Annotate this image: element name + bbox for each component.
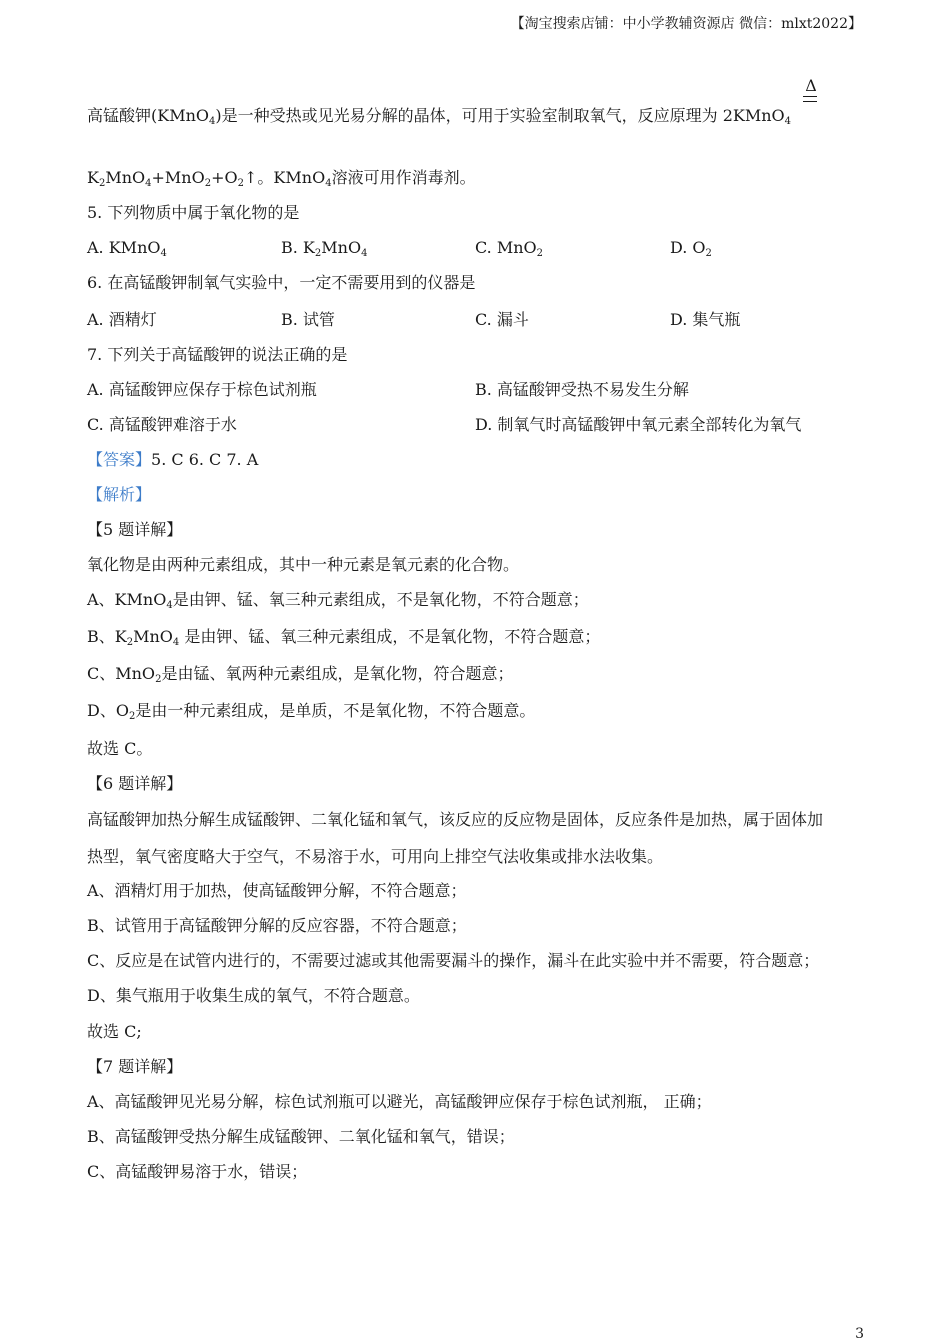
d7-title: 【7 题详解】 (87, 1057, 183, 1076)
d5-line: C、MnO$_2$是由锰、氧两种元素组成，是氧化物，符合题意； (87, 664, 514, 685)
answer-text: 5. C 6. C 7. A (151, 450, 259, 469)
d5-title: 【5 题详解】 (87, 520, 183, 539)
q5-option-c: C. MnO$_2$ (475, 238, 544, 259)
answer-line (87, 450, 258, 470)
d6-title: 【6 题详解】 (87, 774, 183, 793)
q5-stem: 5. 下列物质中属于氧化物的是 (87, 203, 300, 222)
q6-option-c: C. 漏斗 (475, 310, 529, 329)
analysis-label: 【解析】 (87, 485, 152, 504)
page-header: 【淘宝搜索店铺：中小学教辅资源店 微信：mlxt2022】 (510, 16, 862, 32)
q7-option-b: B. 高锰酸钾受热不易发生分解 (475, 380, 689, 399)
d6-line: D、集气瓶用于收集生成的氧气，不符合题意。 (87, 986, 420, 1005)
q6-option-b: B. 试管 (281, 310, 335, 329)
q7-option-d: D. 制氧气时高锰酸钾中氧元素全部转化为氧气 (475, 415, 802, 434)
q6-option-a: A. 酒精灯 (87, 310, 157, 329)
q6-stem: 6. 在高锰酸钾制氧气实验中，一定不需要用到的仪器是 (87, 273, 476, 292)
q5-option-d: D. $O_2$ (670, 238, 712, 259)
d6-line: 高锰酸钾加热分解生成锰酸钾、二氧化锰和氧气，该反应的反应物是固体，反应条件是加热，属于固体加 (87, 810, 824, 829)
intro-line-1: 高锰酸钾(KMnO$_4$)是一种受热或见光易分解的晶体，可用于实验室制取氧气，反应原理为 2KMnO$_4$ (87, 106, 792, 127)
d5-line: 故选 C。 (87, 739, 153, 758)
d6-line: C、反应是在试管内进行的，不需要过滤或其他需要漏斗的操作，漏斗在此实验中并不需要，符合题意； (87, 951, 820, 970)
q7-option-a: A. 高锰酸钾应保存于棕色试剂瓶 (87, 380, 317, 399)
reaction-condition-heat: Δ (805, 76, 817, 95)
d7-line: C、高锰酸钾易溶于水，错误； (87, 1162, 308, 1181)
answer-label: 【答案】 (87, 450, 152, 469)
q5-option-a: A. KMnO$_4$ (87, 238, 167, 259)
intro-line-2: $K_2MnO_4+MnO_2+O_2↑$。KMnO$_4$溶液可用作消毒剂。 (87, 168, 476, 189)
page-number: 3 (855, 1326, 864, 1342)
d5-line: 氧化物是由两种元素组成，其中一种元素是氧元素的化合物。 (87, 555, 520, 574)
q7-stem: 7. 下列关于高锰酸钾的说法正确的是 (87, 345, 348, 364)
q5-option-b: B. $K_2MnO_4$ (281, 238, 368, 259)
d6-line: A、酒精灯用于加热，使高锰酸钾分解，不符合题意； (87, 881, 467, 900)
d7-line: B、高锰酸钾受热分解生成锰酸钾、二氧化锰和氧气，错误； (87, 1127, 515, 1146)
d7-line: A、高锰酸钾见光易分解，棕色试剂瓶可以避光，高锰酸钾应保存于棕色试剂瓶， 正确； (87, 1092, 712, 1111)
d6-line: 故选 C; (87, 1022, 142, 1041)
d5-line: B、$K_2MnO_4$ 是由钾、锰、氧三种元素组成，不是氧化物，不符合题意； (87, 627, 601, 648)
q6-option-d: D. 集气瓶 (670, 310, 741, 329)
d5-line: A、KMnO$_4$是由钾、锰、氧三种元素组成，不是氧化物，不符合题意； (87, 590, 589, 611)
d6-line: B、试管用于高锰酸钾分解的反应容器，不符合题意； (87, 916, 467, 935)
equals-sign (803, 96, 817, 102)
q7-option-c: C. 高锰酸钾难溶于水 (87, 415, 237, 434)
d5-line: D、$O_2$是由一种元素组成，是单质，不是氧化物，不符合题意。 (87, 701, 536, 722)
d6-line: 热型，氧气密度略大于空气，不易溶于水，可用向上排空气法收集或排水法收集。 (87, 847, 664, 866)
